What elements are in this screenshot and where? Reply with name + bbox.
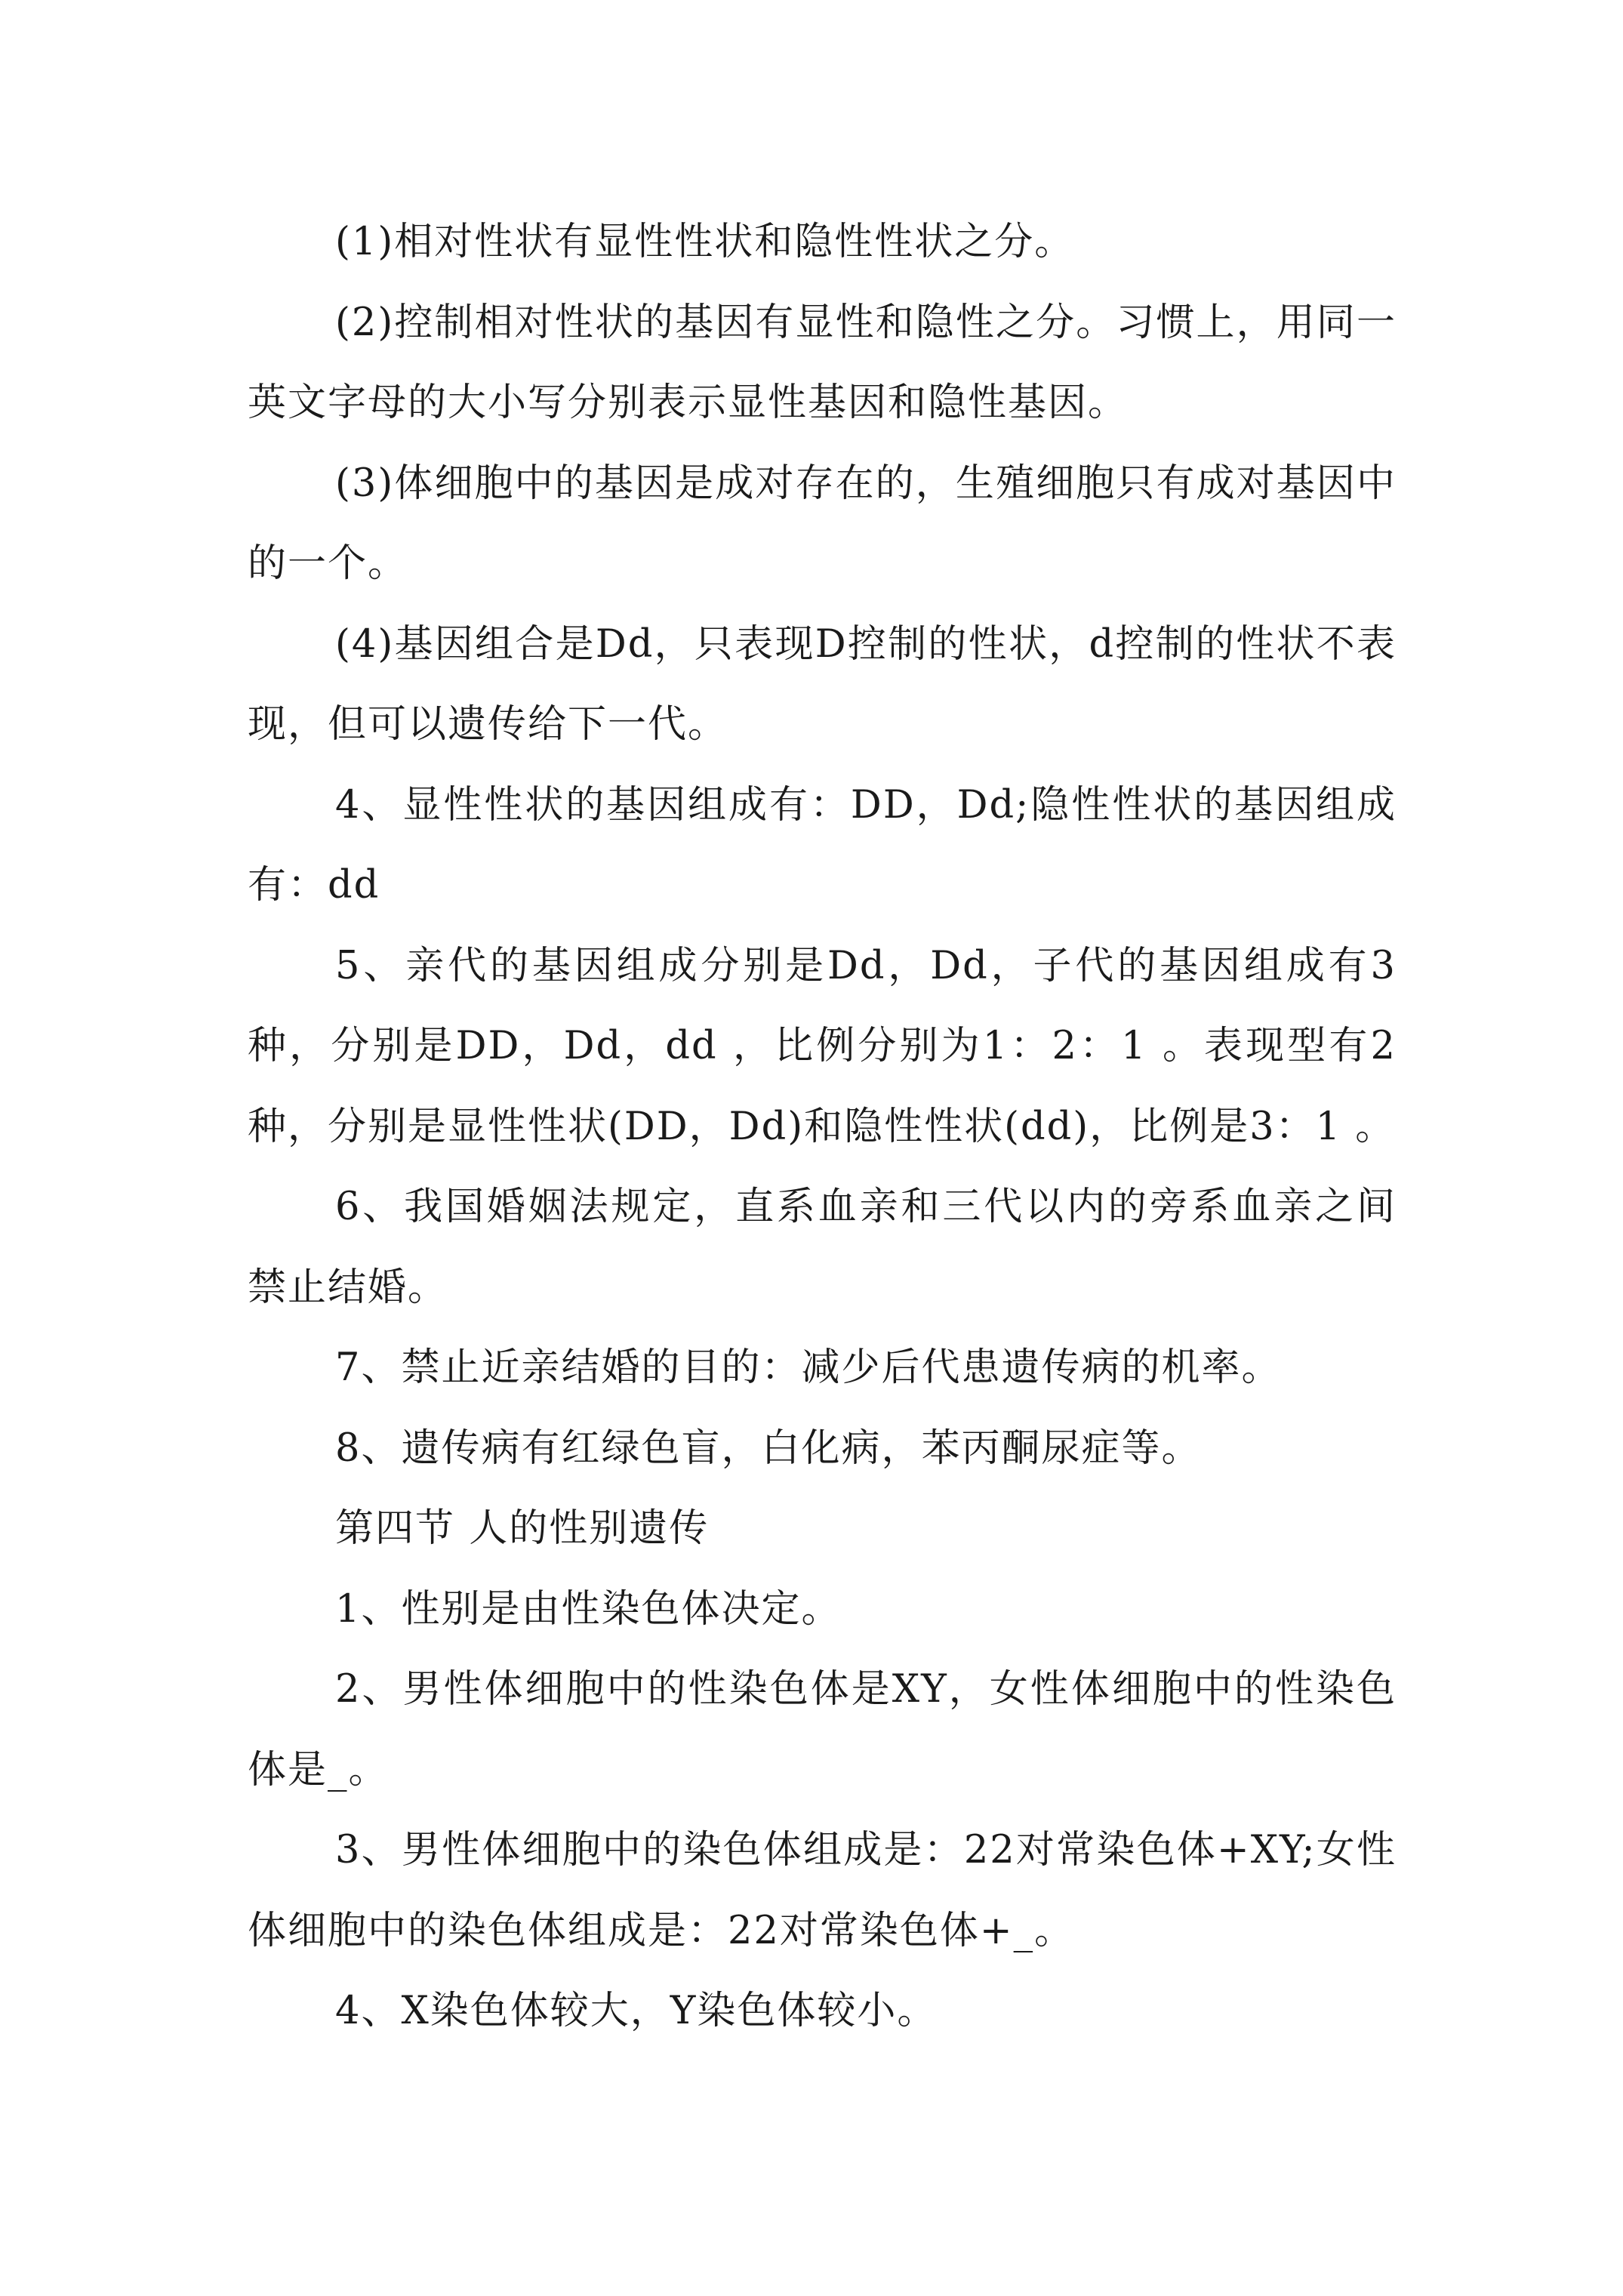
paragraph-point-8: 8、遗传病有红绿色盲，白化病，苯丙酮尿症等。 bbox=[335, 1425, 1202, 1471]
paragraph-gene-combination: (4)基因组合是Dd，只表现D控制的性状，d控制的性状不表现，但可以遗传给下一代。 bbox=[248, 621, 1397, 747]
section-heading: 第四节 人的性别遗传 bbox=[335, 1506, 710, 1551]
paragraph-point-7: 7、禁止近亲结婚的目的：减少后代患遗传病的机率。 bbox=[335, 1345, 1282, 1390]
paragraph-trait-types: (1)相对性状有显性性状和隐性性状之分。 bbox=[335, 220, 1075, 264]
paragraph-sex-point-2: 2、男性体细胞中的性染色体是XY，女性体细胞中的性染色体是_。 bbox=[248, 1667, 1397, 1792]
paragraph-sex-point-3: 3、男性体细胞中的染色体组成是：22对常染色体+XY;女性体细胞中的染色体组成是：22对常染色体+_。 bbox=[248, 1828, 1397, 1953]
paragraph-sex-point-1: 1、性别是由性染色体决定。 bbox=[335, 1586, 842, 1632]
paragraph-point-5: 5、亲代的基因组成分别是Dd，Dd，子代的基因组成有3种，分别是DD，Dd，dd ，比例分别为1：2：1 。表现型有2种，分别是显性性状(DD，Dd)和隐性性状(dd)，比例是3：1 。 bbox=[248, 943, 1397, 1149]
paragraph-gene-dominance: (2)控制相对性状的基因有显性和隐性之分。习惯上，用同一英文字母的大小写分别表示显性基因和隐性基因。 bbox=[248, 300, 1397, 425]
paragraph-sex-point-4: 4、X染色体较大，Y染色体较小。 bbox=[335, 1989, 938, 2033]
paragraph-point-6: 6、我国婚姻法规定，直系血亲和三代以内的旁系血亲之间禁止结婚。 bbox=[248, 1185, 1397, 1310]
paragraph-paired-genes: (3)体细胞中的基因是成对存在的，生殖细胞只有成对基因中的一个。 bbox=[248, 461, 1397, 586]
document-body bbox=[248, 202, 1397, 2052]
paragraph-point-4: 4、显性性状的基因组成有：DD，Dd;隐性性状的基因组成有：dd bbox=[248, 782, 1397, 908]
